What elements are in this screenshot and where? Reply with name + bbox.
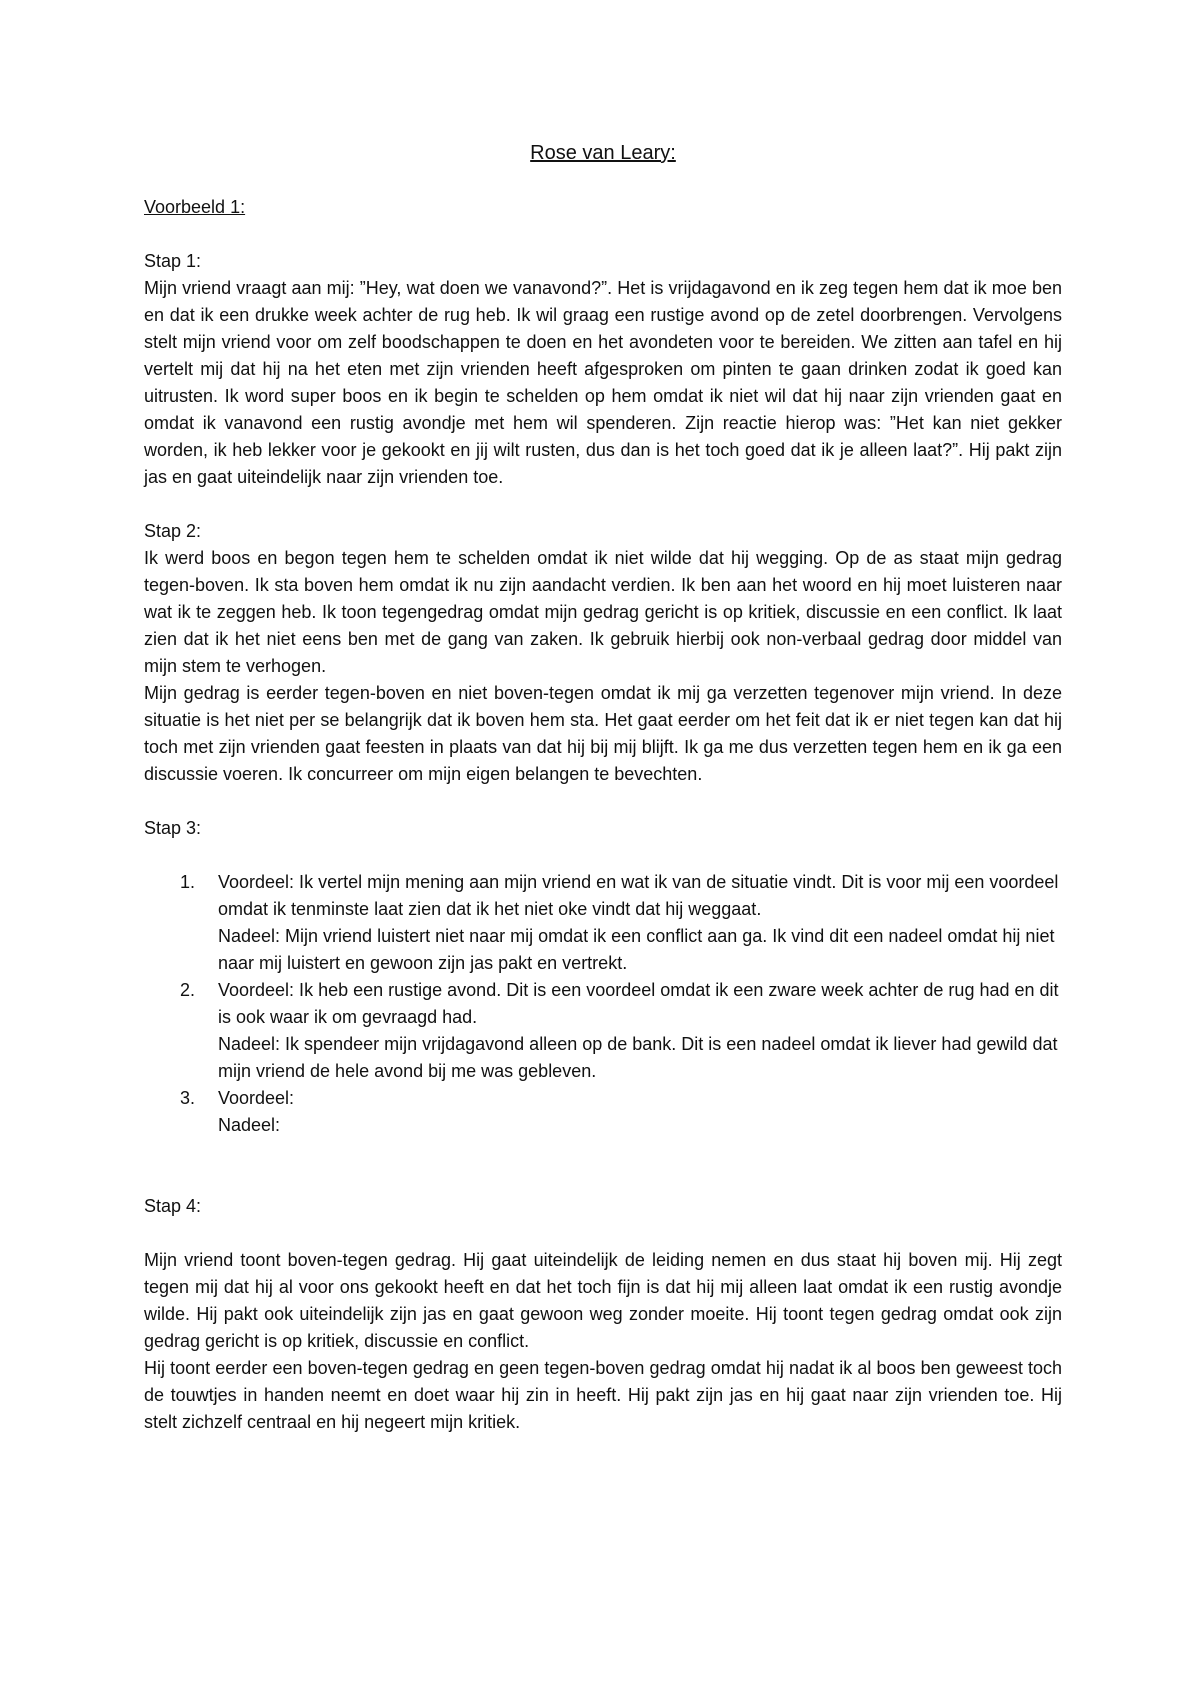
step-2-paragraph-1: Ik werd boos en begon tegen hem te schelden omdat ik niet wilde dat hij wegging. Op de as staat mijn gedrag tegen-boven. Ik sta boven hem omdat ik nu zijn aandacht verdien. Ik ben aan het woord en hij moet luisteren naar wat ik te zeggen heb. Ik toon tegengedrag omdat mijn gedrag gericht is op kritiek, discussie en een conflict. Ik laat zien dat ik het niet eens ben met de gang van zaken. Ik gebruik hierbij ook non-verbaal gedrag door middel van mijn stem te verhogen.	[144, 548, 1062, 676]
document-title: Rose van Leary:	[530, 142, 676, 164]
example-heading: Voorbeeld 1:	[144, 197, 246, 217]
spacer	[144, 1220, 1062, 1247]
list-item	[180, 1085, 1062, 1139]
list-item-voordeel: Voordeel:	[218, 1088, 295, 1108]
list-item-number: 2.	[180, 980, 196, 1000]
list-item-number: 3.	[180, 1088, 196, 1108]
step-4-section	[144, 1193, 1062, 1436]
step-1-heading: Stap 1:	[144, 251, 202, 271]
spacer	[144, 491, 1062, 518]
list-item	[180, 977, 1062, 1085]
step-1-section	[144, 248, 1062, 491]
list-item-number: 1.	[180, 872, 196, 892]
spacer	[144, 788, 1062, 815]
step-4-heading: Stap 4:	[144, 1196, 202, 1216]
step-4-paragraph-1: Mijn vriend toont boven-tegen gedrag. Hij gaat uiteindelijk de leiding nemen en dus staat hij boven mij. Hij zegt tegen mij dat hij al voor ons gekookt heeft en dat het toch fijn is dat hij mij alleen laat omdat ik een rustig avondje wilde. Hij pakt ook uiteindelijk zijn jas en gaat gewoon weg zonder moeite. Hij toont tegen gedrag omdat ook zijn gedrag gericht is op kritiek, discussie en conflict.	[144, 1250, 1062, 1351]
list-item	[180, 869, 1062, 977]
step-3-section	[144, 815, 1062, 1139]
list-item-nadeel: Nadeel:	[218, 1115, 281, 1135]
pros-cons-list	[144, 869, 1062, 1139]
step-2-heading: Stap 2:	[144, 521, 202, 541]
step-3-heading: Stap 3:	[144, 818, 202, 838]
list-item-nadeel: Nadeel: Mijn vriend luistert niet naar mij omdat ik een conflict aan ga. Ik vind dit een nadeel omdat hij niet naar mij luistert en gewoon zijn jas pakt en vertrekt.	[218, 926, 1055, 973]
step-2-section	[144, 518, 1062, 788]
spacer	[144, 1139, 1062, 1193]
spacer	[144, 842, 1062, 869]
list-item-nadeel: Nadeel: Ik spendeer mijn vrijdagavond alleen op de bank. Dit is een nadeel omdat ik liever had gewild dat mijn vriend de hele avond bij me was gebleven.	[218, 1034, 1058, 1081]
list-item-voordeel: Voordeel: Ik vertel mijn mening aan mijn vriend en wat ik van de situatie vindt. Dit is voor mij een voordeel omdat ik tenminste laat zien dat ik het niet oke vindt dat hij weggaat.	[218, 872, 1059, 919]
step-4-paragraph-2: Hij toont eerder een boven-tegen gedrag en geen tegen-boven gedrag omdat hij nadat ik al boos ben geweest toch de touwtjes in handen neemt en doet waar hij zin in heeft. Hij pakt zijn jas en hij gaat naar zijn vrienden toe. Hij stelt zichzelf centraal en hij negeert mijn kritiek.	[144, 1358, 1062, 1432]
step-1-paragraph: Mijn vriend vraagt aan mij: ”Hey, wat doen we vanavond?”. Het is vrijdagavond en ik zeg tegen hem dat ik moe ben en dat ik een drukke week achter de rug heb. Ik wil graag een rustige avond op de zetel doorbrengen. Vervolgens stelt mijn vriend voor om zelf boodschappen te doen en het avondeten voor te bereiden. We zitten aan tafel en hij vertelt mij dat hij na het eten met zijn vrienden heeft afgesproken om pinten te gaan drinken zodat ik goed kan uitrusten. Ik word super boos en ik begin te schelden op hem omdat ik niet wil dat hij naar zijn vrienden gaat en omdat ik vanavond een rustig avondje met hem wil spenderen. Zijn reactie hierop was: ”Het kan niet gekker worden, ik heb lekker voor je gekookt en jij wilt rusten, dus dan is het toch goed dat ik je alleen laat?”. Hij pakt zijn jas en gaat uiteindelijk naar zijn vrienden toe.	[144, 278, 1062, 487]
list-item-voordeel: Voordeel: Ik heb een rustige avond. Dit is een voordeel omdat ik een zware week achter de rug had en dit is ook waar ik om gevraagd had.	[218, 980, 1059, 1027]
document-page	[144, 140, 1062, 1436]
step-2-paragraph-2: Mijn gedrag is eerder tegen-boven en niet boven-tegen omdat ik mij ga verzetten tegenover mijn vriend. In deze situatie is het niet per se belangrijk dat ik boven hem sta. Het gaat eerder om het feit dat ik er niet tegen kan dat hij toch met zijn vrienden gaat feesten in plaats van dat hij bij mij blijft. Ik ga me dus verzetten tegen hem en ik ga een discussie voeren. Ik concurreer om mijn eigen belangen te bevechten.	[144, 683, 1062, 784]
